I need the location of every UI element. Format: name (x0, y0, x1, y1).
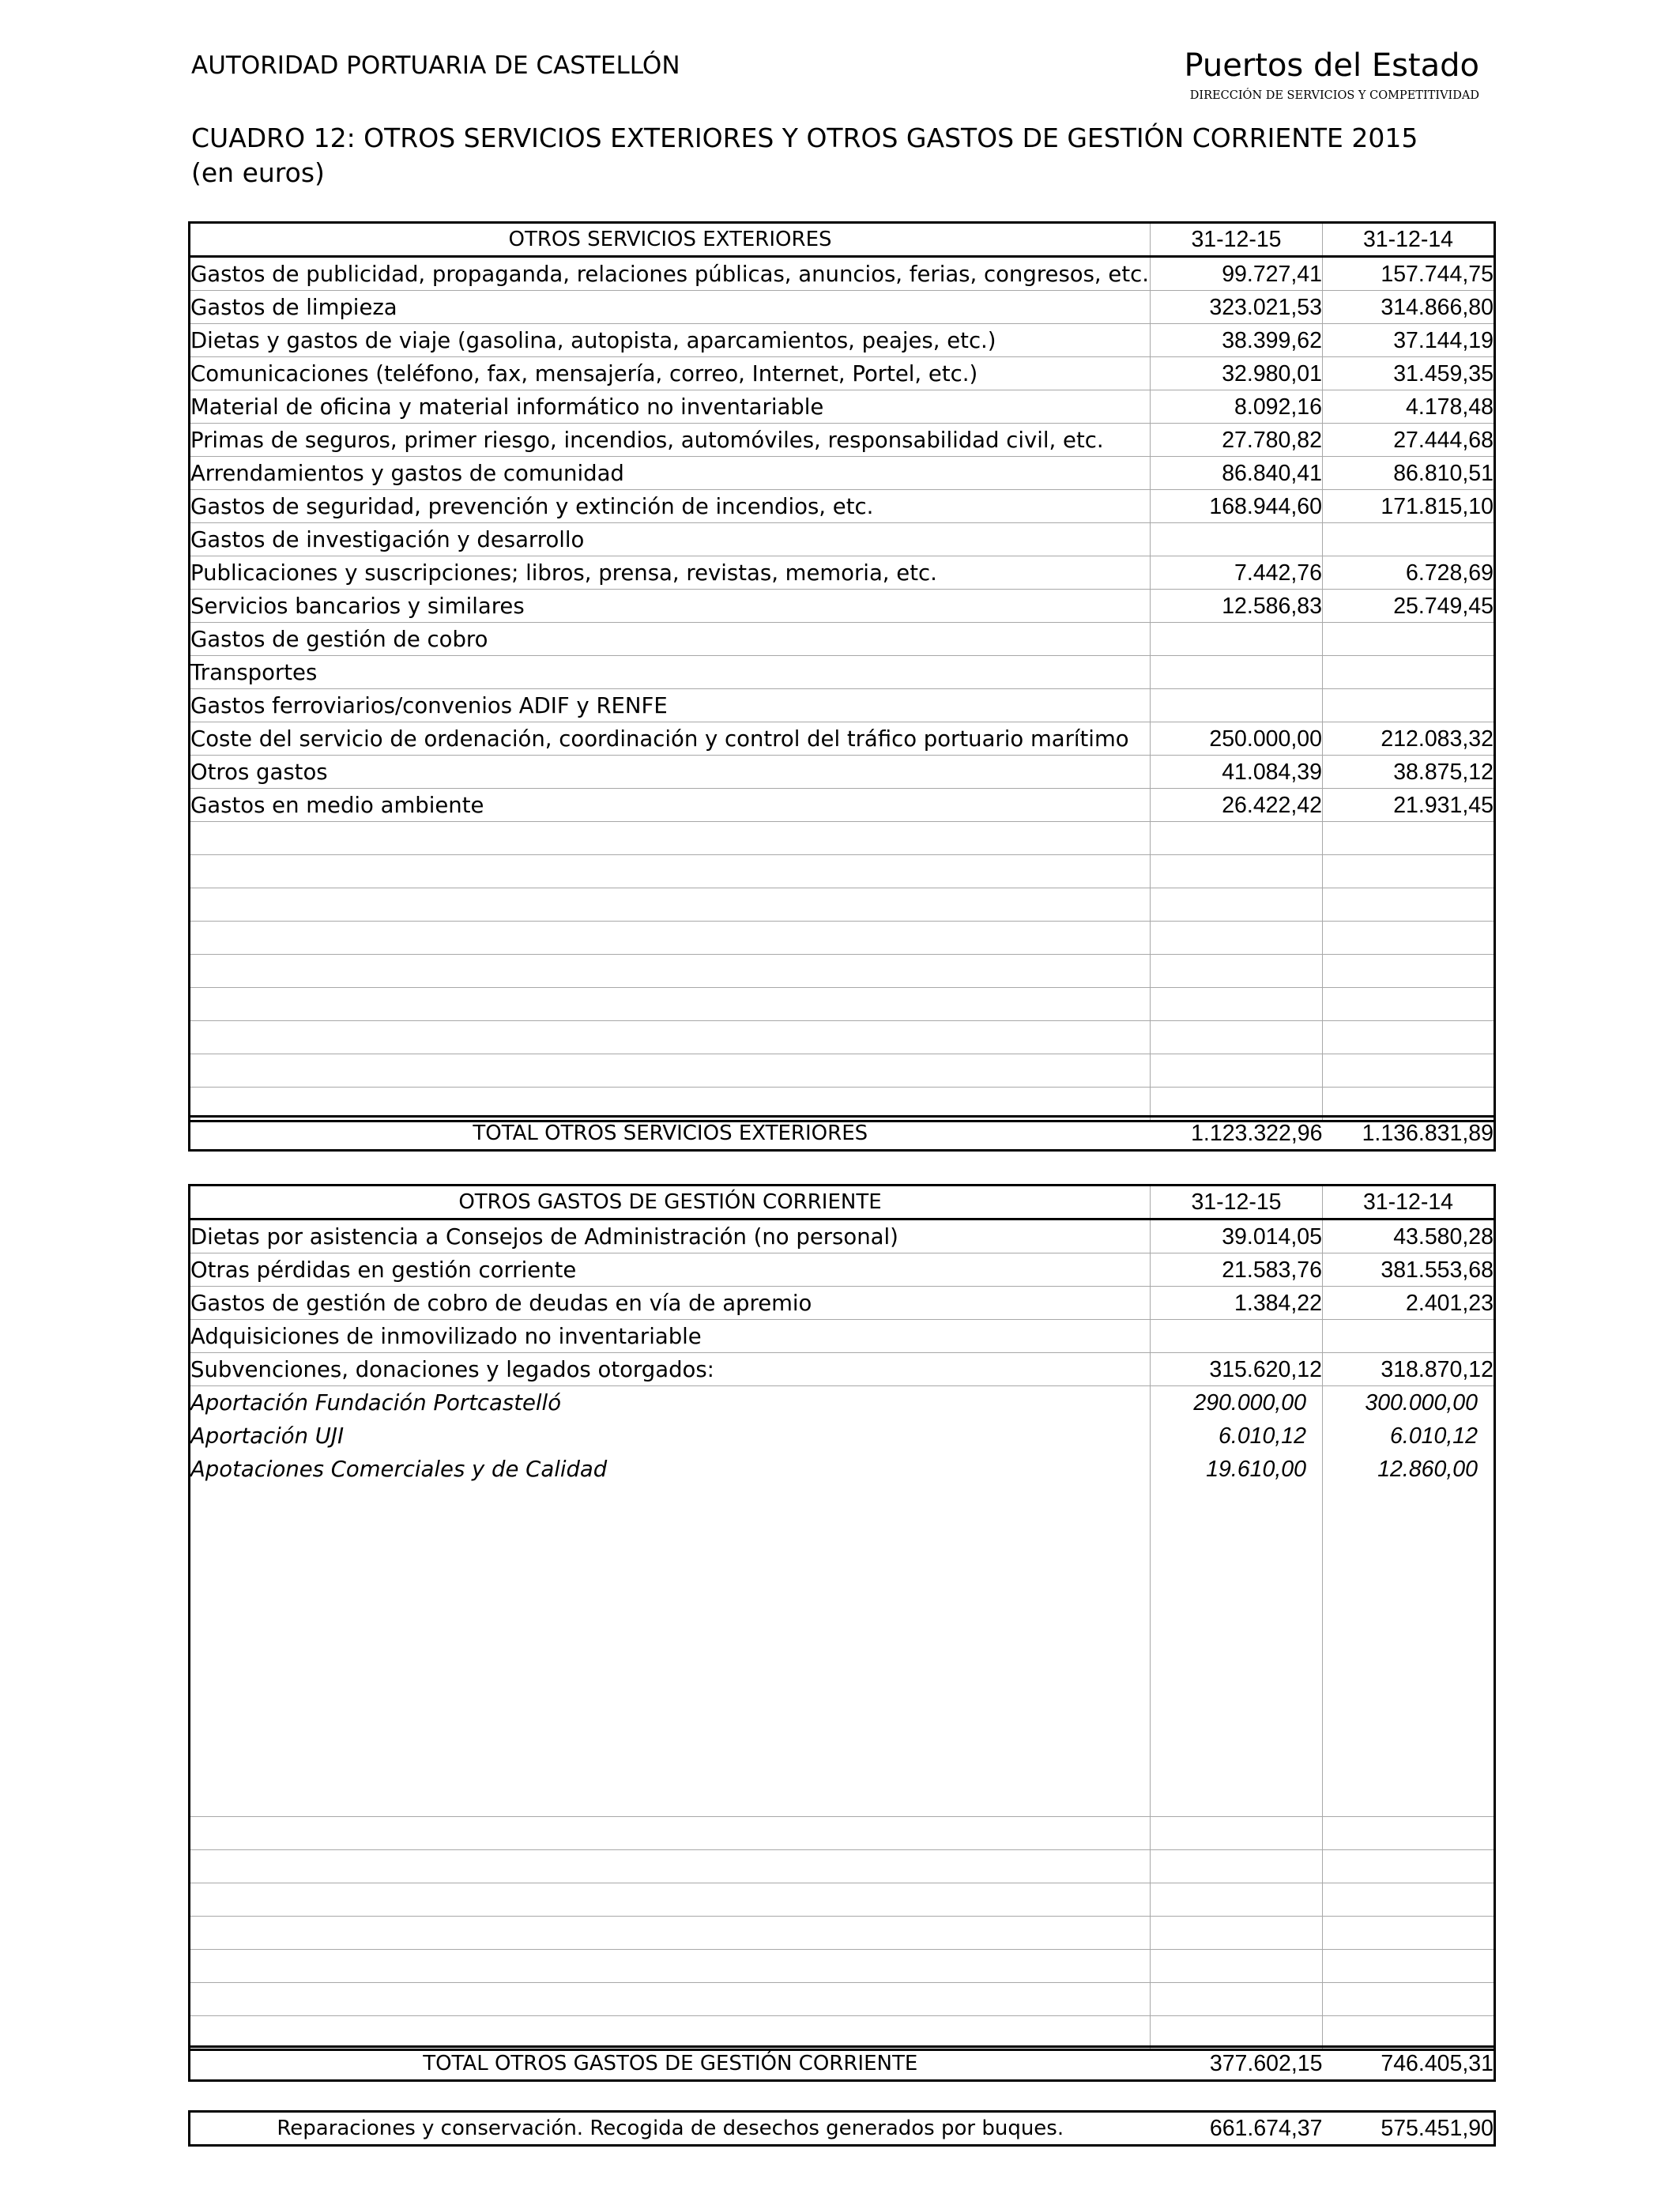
blank-space-row (190, 1486, 1495, 1817)
sub-row-label: Aportación UJI (190, 1419, 1151, 1453)
value-2015: 86.840,41 (1151, 457, 1323, 490)
total-label: TOTAL OTROS GASTOS DE GESTIÓN CORRIENTE (423, 2052, 918, 2075)
value-2015: 38.399,62 (1151, 324, 1323, 357)
row-label: Dietas y gastos de viaje (gasolina, autopista, aparcamientos, peajes, etc.) (190, 324, 1151, 357)
table-row (190, 457, 1495, 490)
value-2015 (1151, 623, 1323, 656)
column-header-2015: 31-12-15 (1151, 223, 1323, 257)
value-2015: 12.586,83 (1151, 590, 1323, 623)
column-header-concept: OTROS GASTOS DE GESTIÓN CORRIENTE (190, 1186, 1151, 1220)
empty-cell (1323, 855, 1495, 888)
empty-row (190, 1983, 1495, 2016)
value-2014: 2.401,23 (1323, 1287, 1495, 1320)
total-label: TOTAL OTROS SERVICIOS EXTERIORES (473, 1122, 868, 1145)
value-2014: 4.178,48 (1323, 390, 1495, 424)
empty-row (190, 988, 1495, 1021)
page-title: CUADRO 12: OTROS SERVICIOS EXTERIORES Y OTROS GASTOS DE GESTIÓN CORRIENTE 2015 (191, 123, 1418, 153)
gestion-total-table (188, 2045, 1496, 2082)
empty-cell (1151, 1054, 1323, 1088)
row-label: Transportes (190, 656, 1151, 689)
value-2015: 99.727,41 (1151, 257, 1323, 291)
empty-cell (1151, 988, 1323, 1021)
table-row (190, 623, 1495, 656)
value-2014: 318.870,12 (1323, 1353, 1495, 1386)
empty-cell (190, 1883, 1151, 1917)
empty-cell (1323, 955, 1495, 988)
table-row (190, 357, 1495, 390)
empty-cell (190, 1021, 1151, 1054)
currency-unit: (en euros) (191, 157, 325, 188)
empty-cell (1323, 1054, 1495, 1088)
total-2014: 1.136.831,89 (1362, 1121, 1494, 1146)
empty-cell (190, 1486, 1151, 1817)
empty-cell (1323, 1950, 1495, 1983)
total-row (190, 1117, 1495, 1151)
table-row (190, 424, 1495, 457)
empty-cell (190, 955, 1151, 988)
reparaciones-2015: 661.674,37 (1209, 2116, 1323, 2141)
value-2014: 21.931,45 (1323, 789, 1495, 822)
gestion-corriente-table (188, 1184, 1496, 2051)
value-2015: 32.980,01 (1151, 357, 1323, 390)
table-row (190, 490, 1495, 523)
value-2015: 21.583,76 (1151, 1253, 1323, 1287)
empty-cell (190, 822, 1151, 855)
value-2014: 6.010,12 (1323, 1419, 1495, 1453)
value-2014: 86.810,51 (1323, 457, 1495, 490)
table-row (190, 789, 1495, 822)
servicios-total-table (188, 1115, 1496, 1152)
value-2015: 315.620,12 (1151, 1353, 1323, 1386)
value-2014 (1323, 689, 1495, 722)
table-row (190, 1253, 1495, 1287)
sub-row (190, 1419, 1495, 1453)
reparaciones-label: Reparaciones y conservación. Recogida de desechos generados por buques. (277, 2117, 1064, 2140)
value-2014: 25.749,45 (1323, 590, 1495, 623)
value-2015: 168.944,60 (1151, 490, 1323, 523)
empty-row (190, 1021, 1495, 1054)
row-label: Otras pérdidas en gestión corriente (190, 1253, 1151, 1287)
total-2015: 377.602,15 (1209, 2051, 1323, 2076)
value-2015 (1151, 523, 1323, 556)
value-2014: 171.815,10 (1323, 490, 1495, 523)
empty-row (190, 955, 1495, 988)
empty-cell (190, 1950, 1151, 1983)
value-2015: 7.442,76 (1151, 556, 1323, 590)
brand-name: Puertos del Estado (1184, 47, 1479, 84)
empty-cell (1323, 1021, 1495, 1054)
empty-row (190, 922, 1495, 955)
value-2015: 290.000,00 (1151, 1386, 1323, 1419)
value-2014 (1323, 656, 1495, 689)
table-row (190, 722, 1495, 756)
table-row (190, 291, 1495, 324)
row-label: Comunicaciones (teléfono, fax, mensajería, correo, Internet, Portel, etc.) (190, 357, 1151, 390)
brand-subtitle: DIRECCIÓN DE SERVICIOS Y COMPETITIVIDAD (1189, 89, 1479, 102)
table-row (190, 1353, 1495, 1386)
empty-cell (190, 1850, 1151, 1883)
empty-row (190, 855, 1495, 888)
empty-cell (1151, 955, 1323, 988)
row-label: Gastos de seguridad, prevención y extinción de incendios, etc. (190, 490, 1151, 523)
value-2015: 19.610,00 (1151, 1453, 1323, 1486)
empty-row (190, 1054, 1495, 1088)
reparaciones-2014: 575.451,90 (1381, 2116, 1494, 2141)
empty-cell (1323, 922, 1495, 955)
servicios-exteriores-table (188, 221, 1496, 1122)
value-2014: 381.553,68 (1323, 1253, 1495, 1287)
value-2015: 250.000,00 (1151, 722, 1323, 756)
table-row (190, 390, 1495, 424)
value-2014 (1323, 523, 1495, 556)
row-label: Gastos de investigación y desarrollo (190, 523, 1151, 556)
value-2015 (1151, 689, 1323, 722)
value-2014: 300.000,00 (1323, 1386, 1495, 1419)
row-label: Otros gastos (190, 756, 1151, 789)
value-2014: 27.444,68 (1323, 424, 1495, 457)
total-row (190, 2047, 1495, 2081)
value-2014: 31.459,35 (1323, 357, 1495, 390)
value-2014 (1323, 623, 1495, 656)
empty-cell (190, 888, 1151, 922)
reparaciones-row (190, 2112, 1495, 2146)
empty-row (190, 1950, 1495, 1983)
empty-row (190, 1817, 1495, 1850)
empty-cell (1323, 1983, 1495, 2016)
row-label: Publicaciones y suscripciones; libros, prensa, revistas, memoria, etc. (190, 556, 1151, 590)
value-2015: 1.384,22 (1151, 1287, 1323, 1320)
authority-name: AUTORIDAD PORTUARIA DE CASTELLÓN (191, 51, 680, 80)
empty-cell (1323, 888, 1495, 922)
sub-row-label: Apotaciones Comerciales y de Calidad (190, 1453, 1151, 1486)
empty-cell (1151, 822, 1323, 855)
empty-cell (1151, 1021, 1323, 1054)
empty-cell (190, 1054, 1151, 1088)
table-row (190, 324, 1495, 357)
value-2014: 212.083,32 (1323, 722, 1495, 756)
row-label: Gastos en medio ambiente (190, 789, 1151, 822)
table-row (190, 590, 1495, 623)
row-label: Arrendamientos y gastos de comunidad (190, 457, 1151, 490)
row-label: Gastos de limpieza (190, 291, 1151, 324)
empty-cell (1151, 922, 1323, 955)
value-2014: 157.744,75 (1323, 257, 1495, 291)
row-label: Material de oficina y material informático no inventariable (190, 390, 1151, 424)
empty-cell (1323, 822, 1495, 855)
row-label: Gastos de gestión de cobro de deudas en vía de apremio (190, 1287, 1151, 1320)
total-2014: 746.405,31 (1381, 2051, 1494, 2076)
empty-cell (1151, 1486, 1323, 1817)
empty-cell (1151, 1917, 1323, 1950)
empty-cell (1151, 1983, 1323, 2016)
value-2014: 12.860,00 (1323, 1453, 1495, 1486)
empty-cell (190, 922, 1151, 955)
column-header-2014: 31-12-14 (1323, 223, 1495, 257)
value-2015: 26.422,42 (1151, 789, 1323, 822)
row-label: Servicios bancarios y similares (190, 590, 1151, 623)
value-2014: 6.728,69 (1323, 556, 1495, 590)
column-header-2014: 31-12-14 (1323, 1186, 1495, 1220)
empty-cell (1151, 1817, 1323, 1850)
table-row (190, 756, 1495, 789)
empty-cell (1151, 1950, 1323, 1983)
row-label: Gastos ferroviarios/convenios ADIF y RENFE (190, 689, 1151, 722)
empty-cell (1323, 988, 1495, 1021)
sub-row (190, 1453, 1495, 1486)
empty-row (190, 1883, 1495, 1917)
empty-cell (190, 988, 1151, 1021)
column-header-2015: 31-12-15 (1151, 1186, 1323, 1220)
row-label: Subvenciones, donaciones y legados otorgados: (190, 1353, 1151, 1386)
empty-cell (1323, 1883, 1495, 1917)
value-2014: 37.144,19 (1323, 324, 1495, 357)
table-row (190, 556, 1495, 590)
table-row (190, 257, 1495, 291)
empty-row (190, 1917, 1495, 1950)
row-label: Dietas por asistencia a Consejos de Administración (no personal) (190, 1220, 1151, 1253)
table-row (190, 1320, 1495, 1353)
table-row (190, 689, 1495, 722)
empty-row (190, 1850, 1495, 1883)
total-2015: 1.123.322,96 (1191, 1121, 1323, 1146)
empty-cell (190, 1983, 1151, 2016)
value-2014: 38.875,12 (1323, 756, 1495, 789)
table-header-row (190, 223, 1495, 257)
empty-cell (190, 1917, 1151, 1950)
table-row (190, 1287, 1495, 1320)
value-2014 (1323, 1320, 1495, 1353)
value-2015 (1151, 656, 1323, 689)
value-2014: 314.866,80 (1323, 291, 1495, 324)
row-label: Gastos de gestión de cobro (190, 623, 1151, 656)
table-header-row (190, 1186, 1495, 1220)
empty-cell (1151, 888, 1323, 922)
table-row (190, 1220, 1495, 1253)
empty-cell (1151, 1850, 1323, 1883)
column-header-concept: OTROS SERVICIOS EXTERIORES (190, 223, 1151, 257)
row-label: Coste del servicio de ordenación, coordinación y control del tráfico portuario marítimo (190, 722, 1151, 756)
sub-row (190, 1386, 1495, 1419)
value-2015: 41.084,39 (1151, 756, 1323, 789)
row-label: Adquisiciones de inmovilizado no inventariable (190, 1320, 1151, 1353)
value-2015: 27.780,82 (1151, 424, 1323, 457)
value-2015: 39.014,05 (1151, 1220, 1323, 1253)
reparaciones-table (188, 2110, 1496, 2147)
empty-cell (190, 1817, 1151, 1850)
value-2015 (1151, 1320, 1323, 1353)
table-row (190, 523, 1495, 556)
empty-cell (1323, 1486, 1495, 1817)
row-label: Gastos de publicidad, propaganda, relaciones públicas, anuncios, ferias, congresos, etc. (190, 257, 1151, 291)
empty-cell (1323, 1917, 1495, 1950)
value-2015: 323.021,53 (1151, 291, 1323, 324)
empty-cell (190, 855, 1151, 888)
empty-cell (1151, 855, 1323, 888)
row-label: Primas de seguros, primer riesgo, incendios, automóviles, responsabilidad civil, etc. (190, 424, 1151, 457)
sub-row-label: Aportación Fundación Portcastelló (190, 1386, 1151, 1419)
empty-row (190, 822, 1495, 855)
empty-cell (1151, 1883, 1323, 1917)
empty-cell (1323, 1850, 1495, 1883)
value-2015: 8.092,16 (1151, 390, 1323, 424)
value-2015: 6.010,12 (1151, 1419, 1323, 1453)
table-row (190, 656, 1495, 689)
empty-row (190, 888, 1495, 922)
empty-cell (1323, 1817, 1495, 1850)
value-2014: 43.580,28 (1323, 1220, 1495, 1253)
